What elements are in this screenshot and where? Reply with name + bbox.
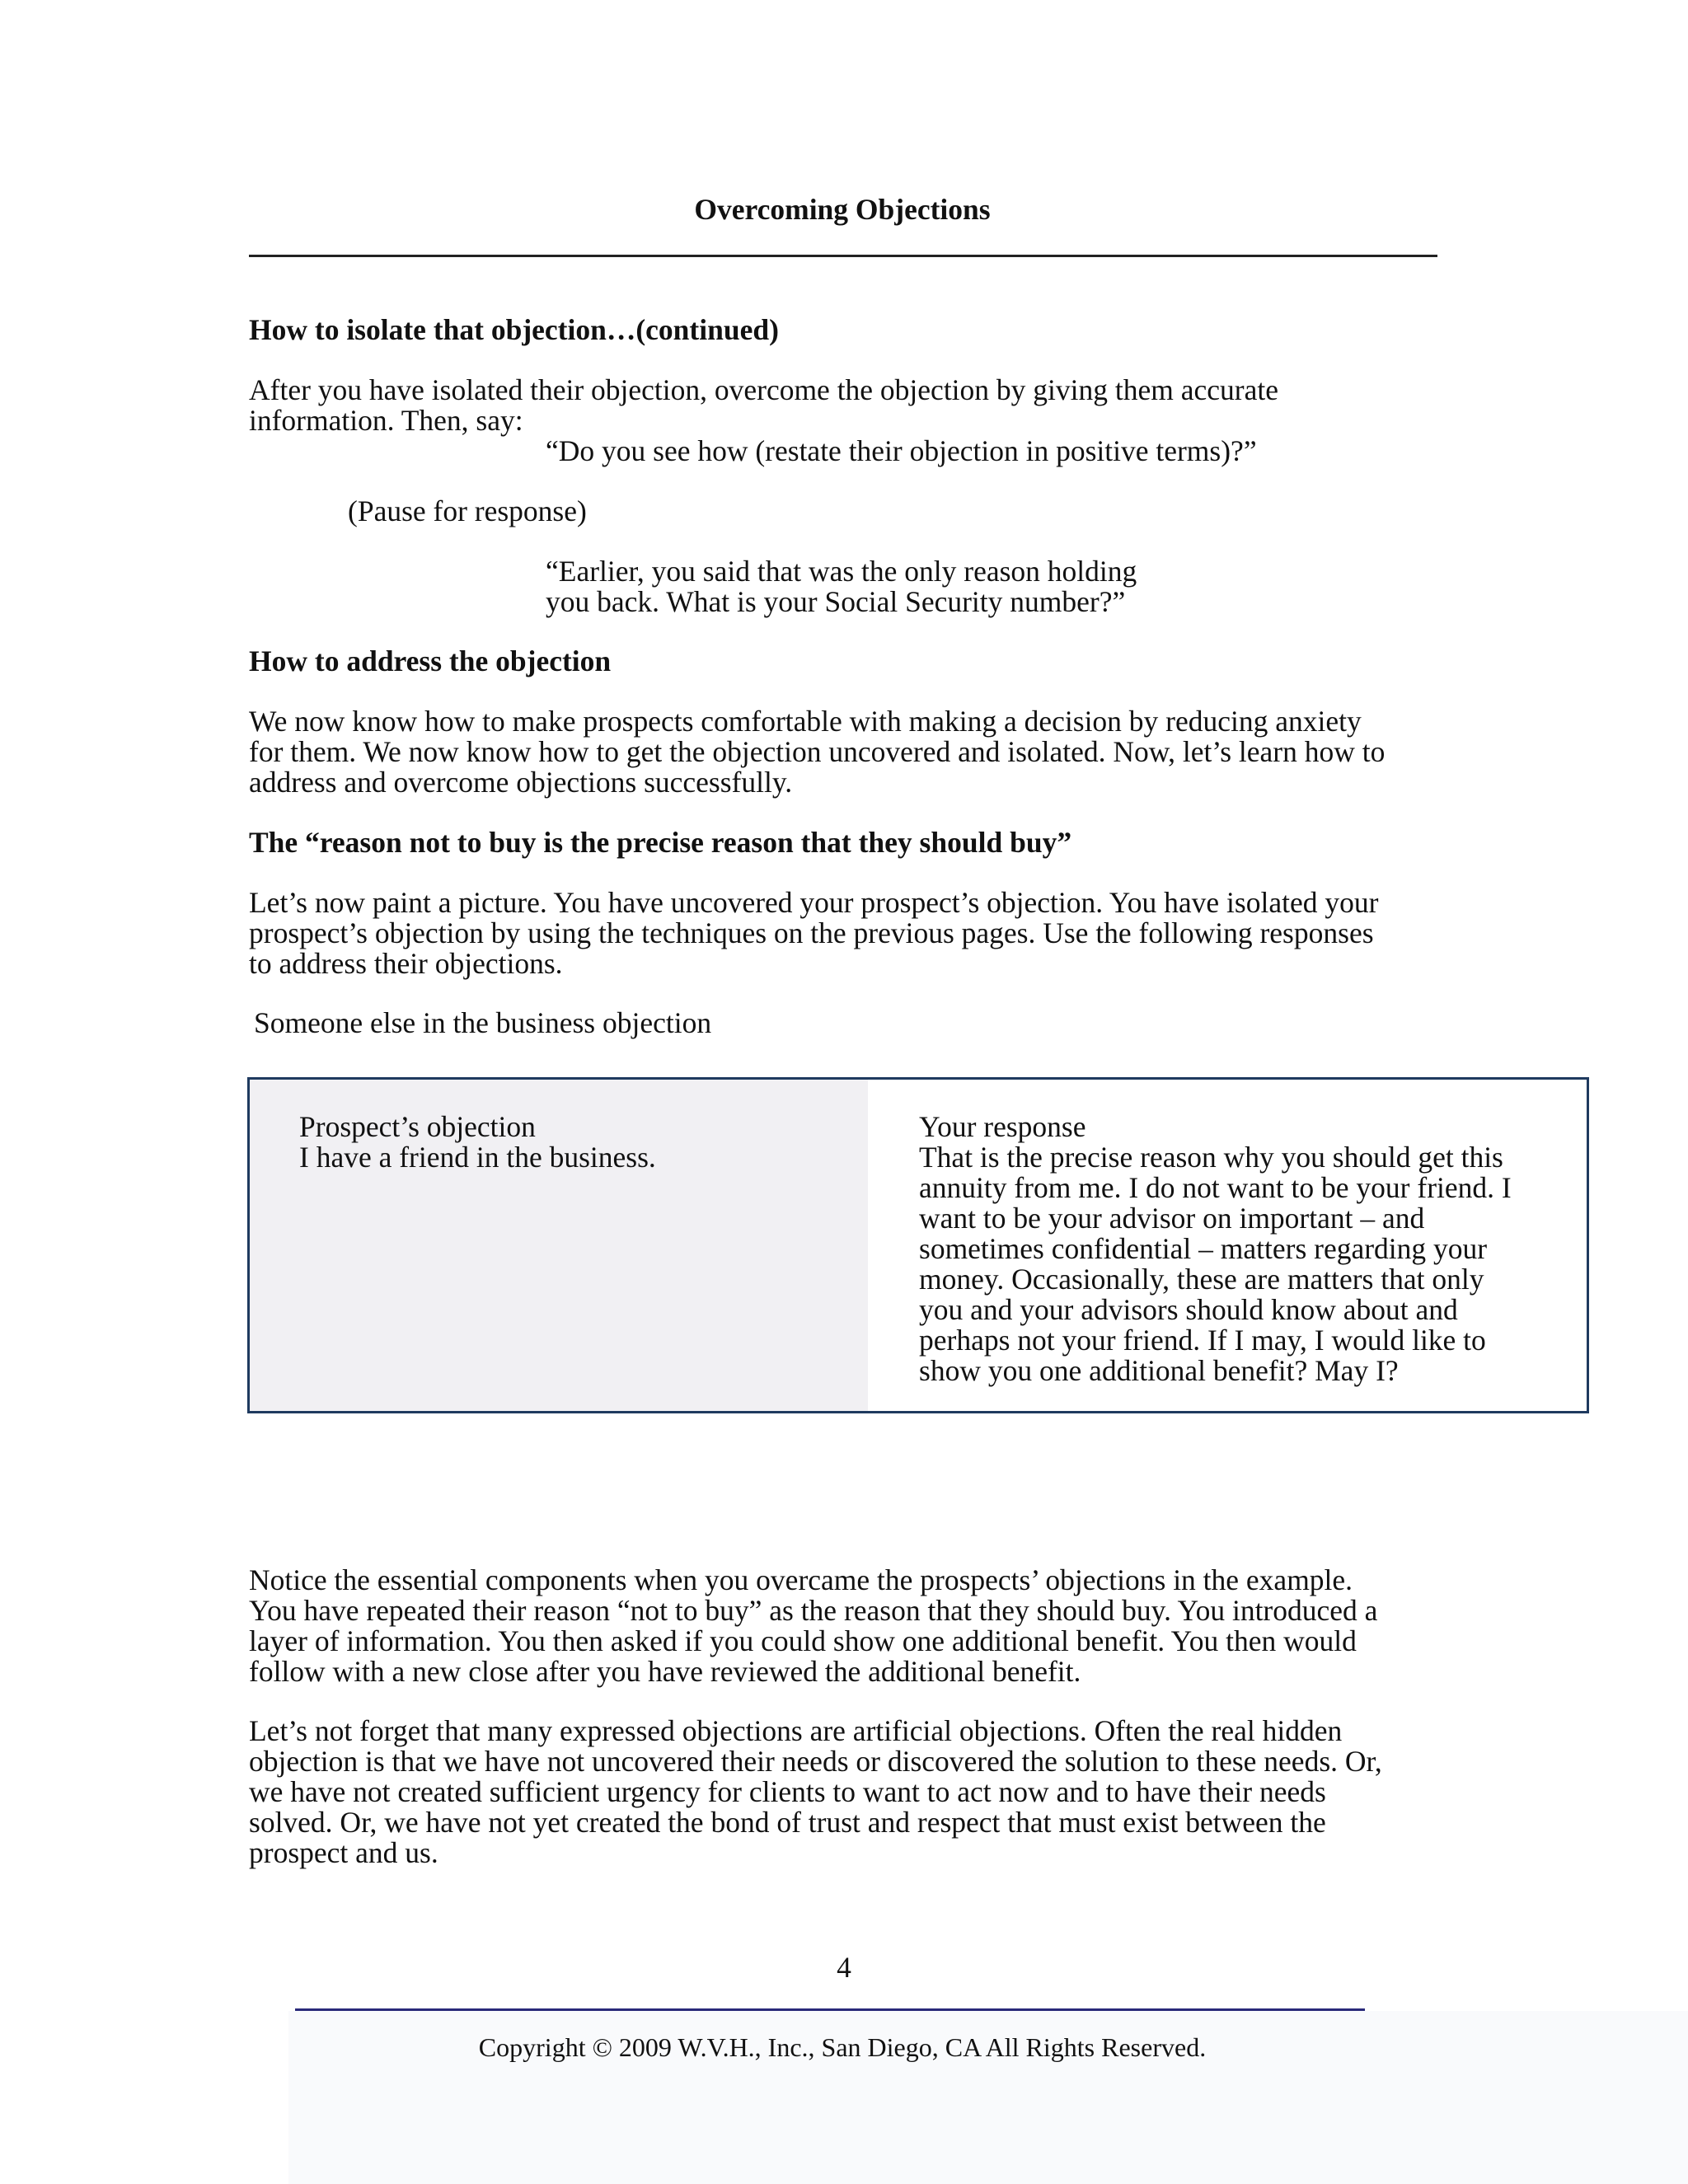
reason-paragraph: Let’s now paint a picture. You have uncovered your prospect’s objection. You have isolated your prospect’s objection by using the techniques on the previous pages. Use the following responses to address their objections.	[249, 886, 1379, 980]
your-response-text: Your response That is the precise reason why you should get this annuity from me. I do not want to be your friend. I want to be your advisor on important – and sometimes confidential – matters regarding your money. Occasionally, these are matters that only you and your advisors should know about and perhaps not your friend. If I may, I would like to show you one additional benefit? May I?	[919, 1110, 1512, 1387]
artificial-objections-paragraph: Let’s not forget that many expressed objections are artificial objections. Often the real hidden objection is that we have not uncovered their needs or discovered the solution to these needs. Or, we have not created sufficient urgency for clients to want to act now and to have their needs solved. Or, we have not yet created the bond of trust and respect that must exist between the prospect and us.	[249, 1714, 1382, 1869]
page-number: 4	[837, 1951, 851, 1984]
pause-note: (Pause for response)	[348, 494, 587, 527]
isolate-intro-paragraph: After you have isolated their objection, overcome the objection by giving them accurate information. Then, say:	[249, 373, 1278, 437]
prospect-objection-text: Prospect’s objection I have a friend in the business.	[299, 1110, 656, 1174]
objection-response-table	[247, 1077, 1589, 1413]
title-divider	[249, 255, 1437, 257]
restate-quote: “Do you see how (restate their objection in positive terms)?”	[546, 434, 1257, 467]
copyright-notice: Copyright © 2009 W.V.H., Inc., San Diego, CA All Rights Reserved.	[478, 2032, 1207, 2062]
footer-divider	[295, 2008, 1365, 2011]
section-heading-reason: The “reason not to buy is the precise reason that they should buy”	[249, 826, 1072, 859]
section-heading-isolate: How to isolate that objection…(continued)	[249, 313, 779, 346]
objection-label: Someone else in the business objection	[254, 1006, 712, 1039]
page-title: Overcoming Objections	[694, 193, 991, 226]
section-heading-address: How to address the objection	[249, 644, 612, 677]
address-paragraph: We now know how to make prospects comfortable with making a decision by reducing anxiety for them. We now know how to get the objection uncovered and isolated. Now, let’s learn how to address and overcome objections successfully.	[249, 705, 1386, 799]
components-paragraph: Notice the essential components when you overcame the prospects’ objections in the example. You have repeated their reason “not to buy” as the reason that they should buy. You introduced a layer of information. You then asked if you could show one additional benefit. You then would follow with a new close after you have reviewed the additional benefit.	[249, 1563, 1378, 1688]
social-security-quote: “Earlier, you said that was the only reason holding you back. What is your Social Security number?”	[546, 555, 1137, 618]
